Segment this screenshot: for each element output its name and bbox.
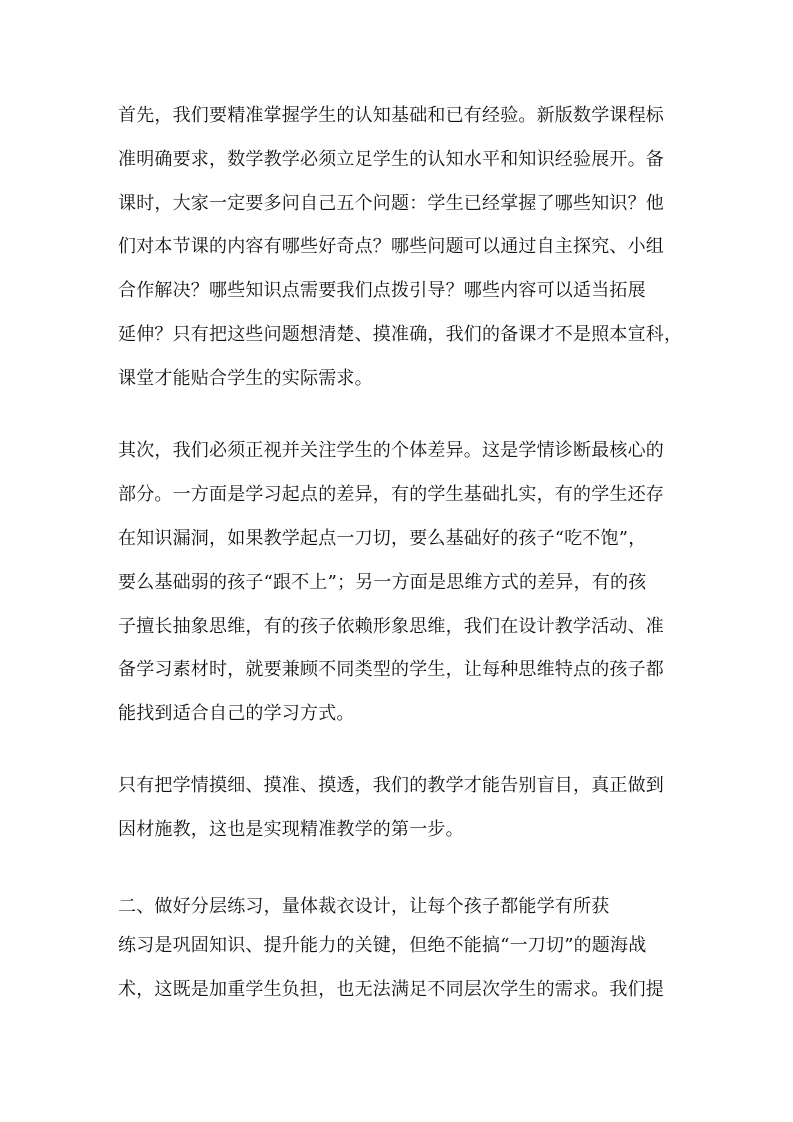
text-line: 延伸？只有把这些问题想清楚、摸准确，我们的备课才不是照本宣科， <box>118 324 683 345</box>
text-line: 因材施教，这也是实现精准教学的第一步。 <box>118 819 464 840</box>
text-line: 术，这既是加重学生负担，也无法满足不同层次学生的需求。我们提 <box>118 979 664 1000</box>
text-line: 其次，我们必须正视并关注学生的个体差异。这是学情诊断最核心的 <box>118 440 664 461</box>
text-line: 只有把学情摸细、摸准、摸透，我们的教学才能告别盲目，真正做到 <box>118 775 664 796</box>
text-line: 部分。一方面是学习起点的差异，有的学生基础扎实，有的学生还存 <box>118 484 664 505</box>
text-line: 子擅长抽象思维，有的孩子依赖形象思维，我们在设计教学活动、准 <box>118 616 664 637</box>
text-line: 练习是巩固知识、提升能力的关键，但绝不能搞“一刀切”的题海战 <box>118 935 647 956</box>
text-line: 备学习素材时，就要兼顾不同类型的学生，让每种思维特点的孩子都 <box>118 659 664 680</box>
text-line: 课时，大家一定要多问自己五个问题：学生已经掌握了哪些知识？他 <box>118 193 664 214</box>
text-line: 们对本节课的内容有哪些好奇点？哪些问题可以通过自主探究、小组 <box>118 236 664 257</box>
text-line: 要么基础弱的孩子“跟不上”；另一方面是思维方式的差异，有的孩 <box>118 572 647 593</box>
text-line: 首先，我们要精准掌握学生的认知基础和已有经验。新版数学课程标 <box>118 105 664 126</box>
section-heading: 二、做好分层练习，量体裁衣设计，让每个孩子都能学有所获 <box>118 896 610 917</box>
text-line: 课堂才能贴合学生的实际需求。 <box>118 368 373 389</box>
text-line: 在知识漏洞，如果教学起点一刀切，要么基础好的孩子“吃不饱”， <box>118 528 647 549</box>
text-line: 准明确要求，数学教学必须立足学生的认知水平和知识经验展开。备 <box>118 149 664 170</box>
text-line: 合作解决？哪些知识点需要我们点拨引导？哪些内容可以适当拓展 <box>118 280 646 301</box>
text-line: 能找到适合自己的学习方式。 <box>118 703 355 724</box>
